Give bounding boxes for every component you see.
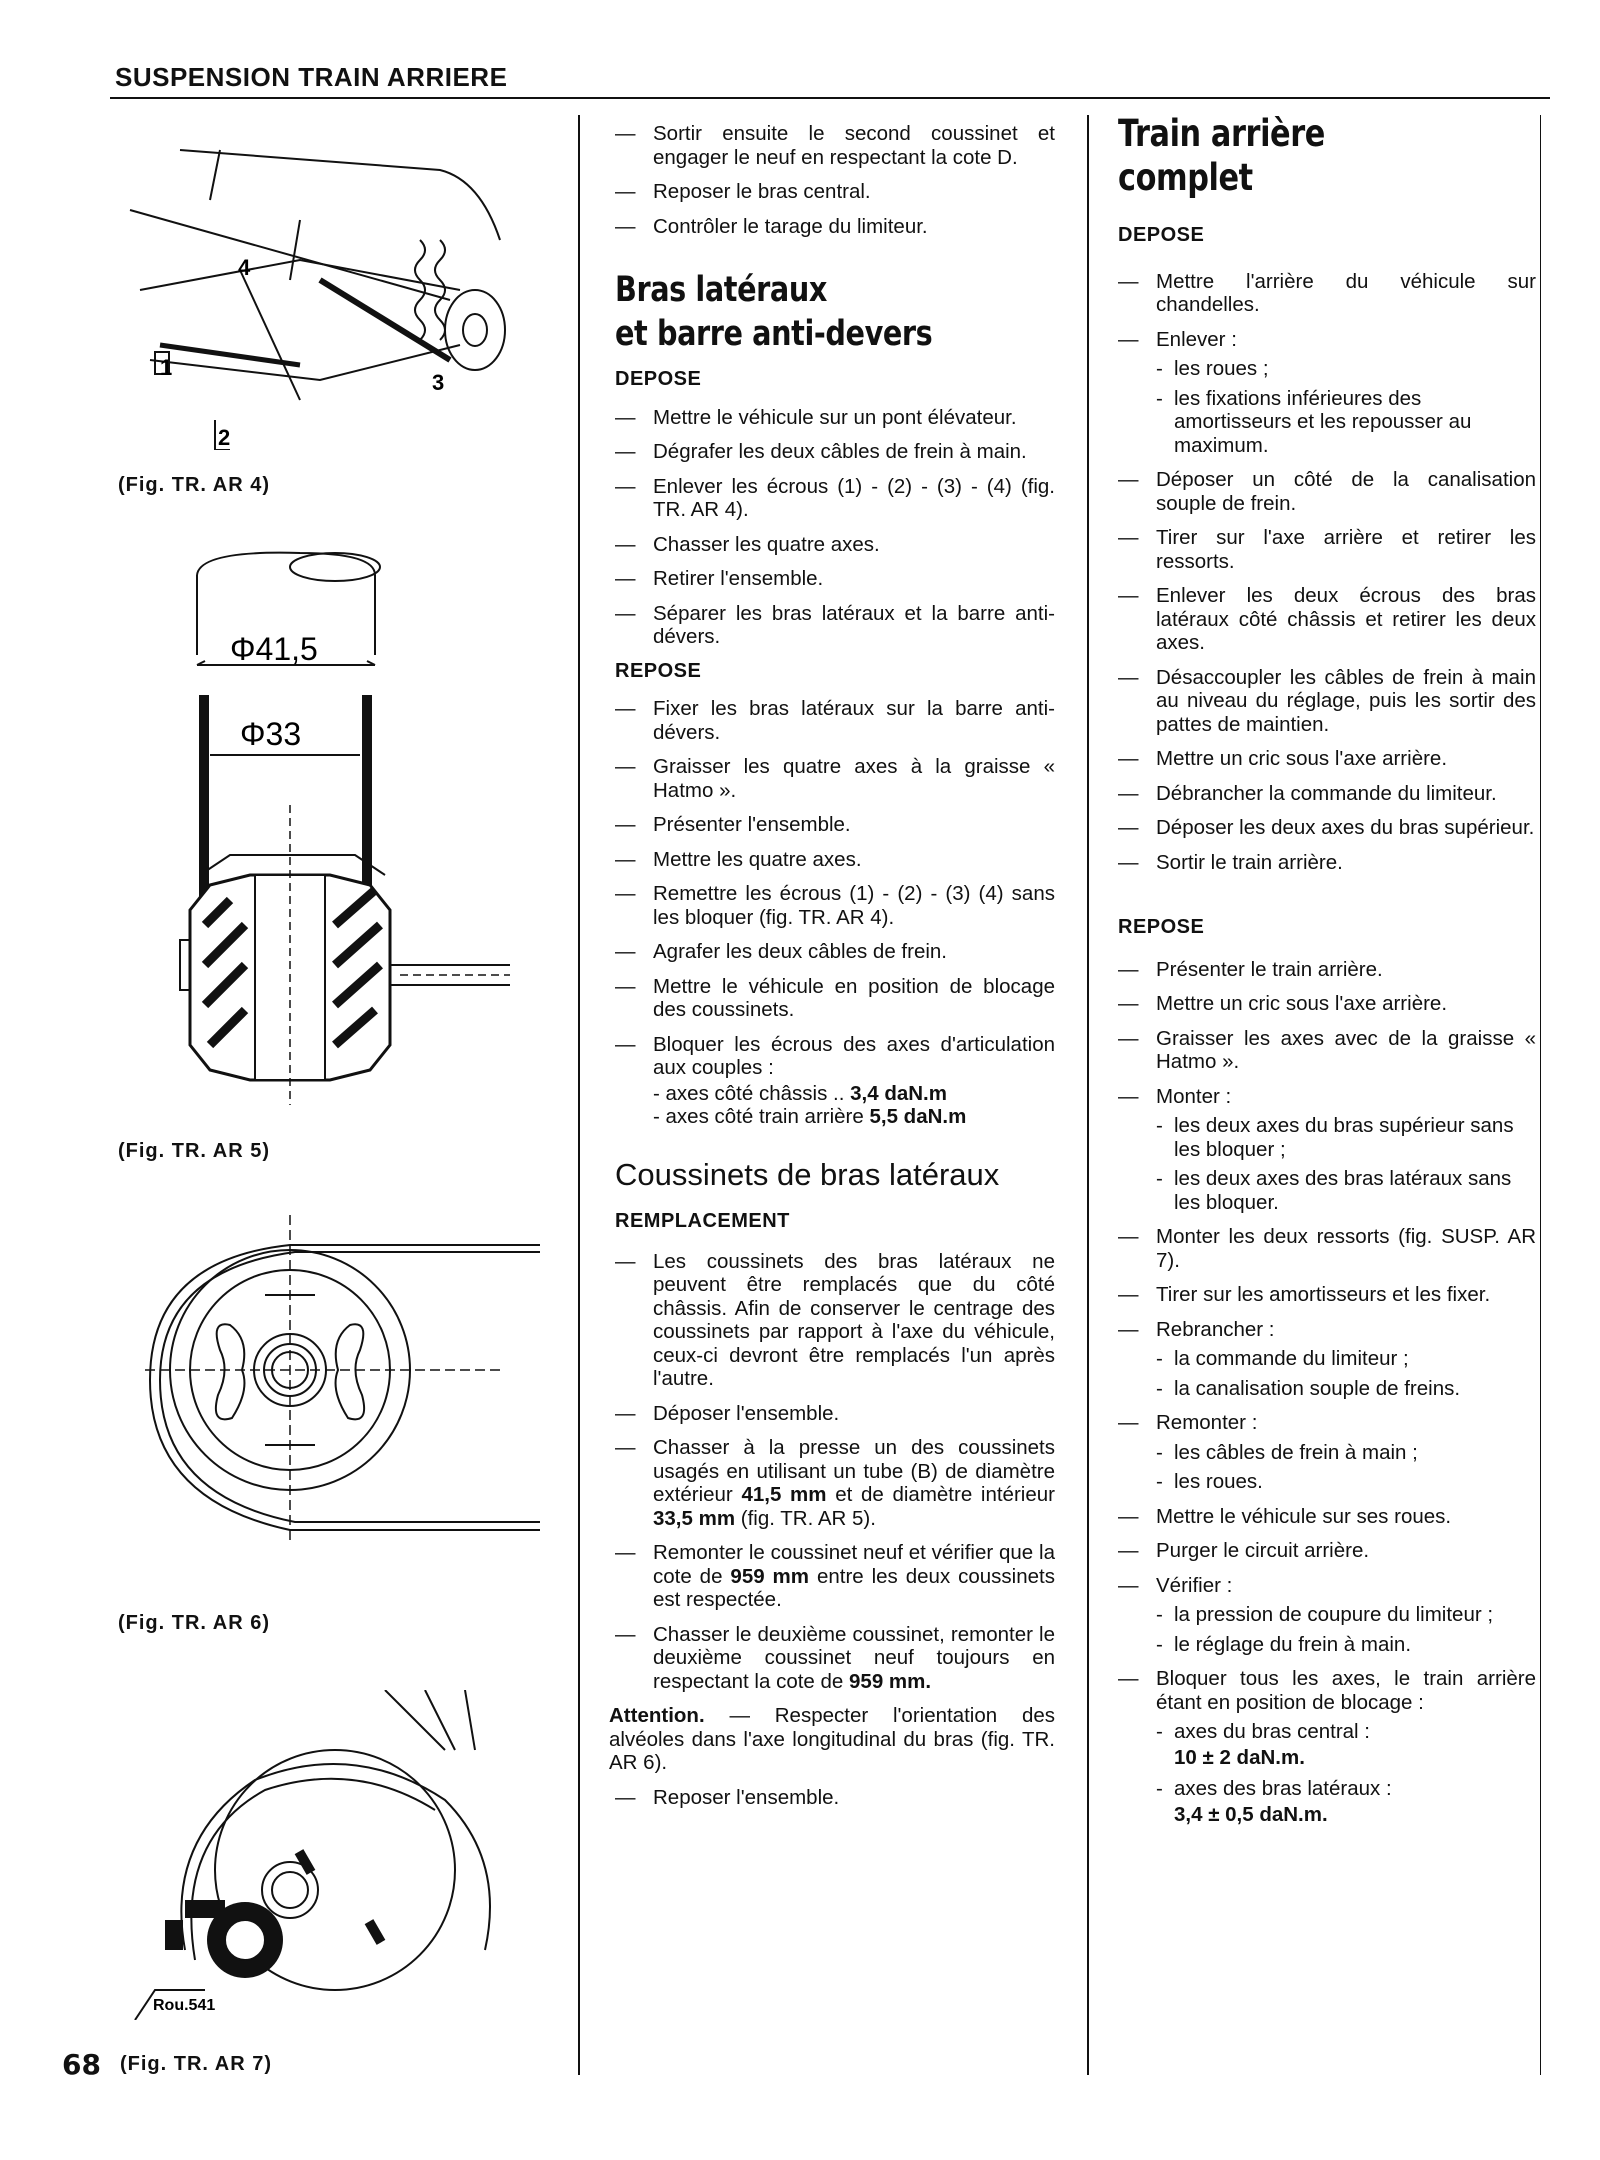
list-item: — Séparer les bras latéraux et la barre anti-dévers. [615, 601, 1055, 648]
bushing-section-diagram [150, 545, 520, 1105]
sub-item: - les roues ; [1156, 357, 1269, 380]
list-item: — Chasser à la presse un des coussinets usagés en utilisant un tube (B) de diamètre extérieur 41,5 mm et de diamètre intérieur 33,5 mm (fig. TR. AR 5). [615, 1436, 1055, 1530]
fig4-caption: (Fig. TR. AR 4) [118, 474, 271, 496]
torque-line-train: - axes côté train arrière 5,5 daN.m [653, 1105, 967, 1128]
page-header: SUSPENSION TRAIN ARRIERE [115, 62, 508, 92]
torque-central: 10 ± 2 daN.m. [1174, 1745, 1305, 1769]
list-item: — Mettre les quatre axes. [615, 847, 862, 871]
list-item: — Mettre un cric sous l'axe arrière. [1118, 747, 1448, 770]
figure-tr-ar-4 [120, 120, 520, 450]
repose-label-3: REPOSE [1118, 916, 1205, 938]
list-item: — Agrafer les deux câbles de frein. [615, 940, 947, 963]
sub-item: - les roues. [1156, 1470, 1263, 1493]
list-item: — Les coussinets des bras latéraux ne peuvent être remplacés que du côté châssis. Afin de conserver le centrage des coussinets par rapport à l'axe du véhicule, ceux-ci devront être remplacés l'un après l'autre. [615, 1249, 1055, 1390]
list-item: — Purger le circuit arrière. [1118, 1539, 1370, 1562]
list-item: — Rebrancher : [1118, 1317, 1275, 1341]
fig7-ref: Rou.541 [153, 1997, 216, 2014]
hub-gauge-diagram [125, 1690, 525, 2020]
fig6-caption: (Fig. TR. AR 6) [118, 1612, 271, 1634]
column-divider-2 [1087, 115, 1089, 2075]
list-item: — Retirer l'ensemble. [615, 567, 824, 590]
list-item: — Reposer l'ensemble. [615, 1785, 840, 1809]
list-item: — Chasser les quatre axes. [615, 532, 880, 556]
list-item: — Remonter le coussinet neuf et vérifier que la cote de 959 mm entre les deux coussinets est respectée. [615, 1541, 1055, 1611]
list-item: — Tirer sur l'axe arrière et retirer les ressorts. [1118, 526, 1536, 573]
list-item: — Monter les deux ressorts (fig. SUSP. AR 7). [1118, 1225, 1536, 1272]
list-item: — Fixer les bras latéraux sur la barre anti-dévers. [615, 697, 1055, 744]
torque-line-chassis: - axes côté châssis .. 3,4 daN.m [653, 1081, 947, 1105]
section-title-train: Train arrière complet [1118, 112, 1325, 199]
fig7-caption: (Fig. TR. AR 7) [120, 2053, 273, 2075]
remplacement-label: REMPLACEMENT [615, 1210, 790, 1232]
outer-diameter-label: Φ41,5 [230, 631, 318, 667]
list-item: — Monter : [1118, 1084, 1232, 1108]
list-item: — Graisser les quatre axes à la graisse « Hatmo ». [615, 755, 1055, 802]
list-item: — Chasser le deuxième coussinet, remonter le deuxième coussinet neuf toujours en respectant la cote de 959 mm. [615, 1622, 1055, 1693]
list-item: — Déposer l'ensemble. [615, 1401, 840, 1425]
sub-item: - axes des bras latéraux : [1156, 1777, 1392, 1800]
sub-item: - les fixations inférieures des amortisseurs et les repousser au maximum. [1156, 386, 1472, 457]
list-item: — Désaccoupler les câbles de frein à main au niveau du réglage, puis les sortir des pattes de maintien. [1118, 665, 1536, 736]
fig4-label-4: 4 [238, 255, 251, 280]
inner-diameter-label: Φ33 [240, 716, 302, 752]
list-item: — Bloquer tous les axes, le train arrière étant en position de blocage : [1118, 1667, 1536, 1714]
depose-label: DEPOSE [615, 368, 702, 390]
depose-label-3: DEPOSE [1118, 224, 1205, 246]
sub-item: - les deux axes du bras supérieur sans les bloquer ; [1156, 1114, 1514, 1161]
list-item: — Présenter le train arrière. [1118, 957, 1383, 981]
sub-item: - axes du bras central : [1156, 1720, 1370, 1743]
list-item: — Mettre le véhicule sur un pont élévateur. [615, 405, 1017, 429]
list-item: — Mettre l'arrière du véhicule sur chandelles. [1118, 269, 1536, 316]
figure-tr-ar-5 [150, 545, 520, 1105]
fig4-label-3: 3 [432, 370, 445, 395]
list-item: — Mettre le véhicule en position de blocage des coussinets. [615, 974, 1055, 1021]
list-item: — Dégrafer les deux câbles de frein à main. [615, 440, 1027, 463]
sub-item: - les deux axes des bras latéraux sans les bloquer. [1156, 1167, 1512, 1214]
figure-tr-ar-6 [140, 1200, 540, 1550]
list-item: — Mettre le véhicule sur ses roues. [1118, 1504, 1452, 1528]
list-item: — Contrôler le tarage du limiteur. [615, 214, 928, 238]
list-item: — Enlever les deux écrous des bras latéraux côté châssis et retirer les deux axes. [1118, 584, 1536, 654]
fig4-label-1: 1 [160, 355, 173, 380]
list-item: — Reposer le bras central. [615, 180, 871, 203]
list-item: — Remettre les écrous (1) - (2) - (3) (4) sans les bloquer (fig. TR. AR 4). [615, 882, 1055, 929]
list-item: — Déposer un côté de la canalisation souple de frein. [1118, 468, 1536, 515]
sub-item: - la canalisation souple de freins. [1156, 1376, 1461, 1400]
fig5-caption: (Fig. TR. AR 5) [118, 1140, 271, 1162]
column-divider-3 [1540, 115, 1541, 2075]
list-item: — Enlever : [1118, 327, 1237, 351]
list-item: — Enlever les écrous (1) - (2) - (3) - (4) (fig. TR. AR 4). [615, 474, 1055, 521]
list-item: — Graisser les axes avec de la graisse « Hatmo ». [1118, 1026, 1536, 1073]
list-item: — Sortir le train arrière. [1118, 850, 1343, 874]
list-item: — Tirer sur les amortisseurs et les fixer. [1118, 1283, 1491, 1306]
header-rule [110, 97, 1550, 99]
column-train-arriere [1118, 112, 1536, 1826]
column-divider-1 [578, 115, 580, 2075]
attention-note: Attention. — Respecter l'orientation des alvéoles dans l'axe longitudinal du bras (fig. TR. AR 6). [609, 1704, 1055, 1774]
sub-item: - les câbles de frein à main ; [1156, 1440, 1418, 1464]
list-item: — Mettre un cric sous l'axe arrière. [1118, 992, 1448, 1015]
repose-label: REPOSE [615, 659, 702, 682]
suspension-diagram [120, 120, 520, 450]
list-item: — Présenter l'ensemble. [615, 813, 851, 836]
section-title-coussinets: Coussinets de bras latéraux [615, 1156, 1000, 1192]
fig4-label-2: 2 [218, 425, 231, 450]
bushing-front-diagram [140, 1200, 540, 1550]
list-item: — Remonter : [1118, 1411, 1258, 1434]
list-item: — Débrancher la commande du limiteur. [1118, 781, 1497, 805]
section-title-bras: Bras latéraux et barre anti-devers [615, 270, 933, 354]
sub-item: - le réglage du frein à main. [1156, 1632, 1412, 1656]
sub-item: - la pression de coupure du limiteur ; [1156, 1603, 1494, 1626]
page-number: 68 [62, 2048, 101, 2081]
figure-tr-ar-7 [125, 1690, 525, 2020]
list-item: — Déposer les deux axes du bras supérieur. [1118, 816, 1535, 839]
torque-lateraux: 3,4 ± 0,5 daN.m. [1174, 1802, 1328, 1826]
column-bras-lateraux [609, 122, 1055, 1820]
list-item: — Vérifier : [1118, 1573, 1233, 1597]
list-item: — Bloquer les écrous des axes d'articulation aux couples : [615, 1032, 1055, 1079]
list-item: — Sortir ensuite le second coussinet et engager le neuf en respectant la cote D. [615, 122, 1055, 169]
sub-item: - la commande du limiteur ; [1156, 1347, 1409, 1370]
